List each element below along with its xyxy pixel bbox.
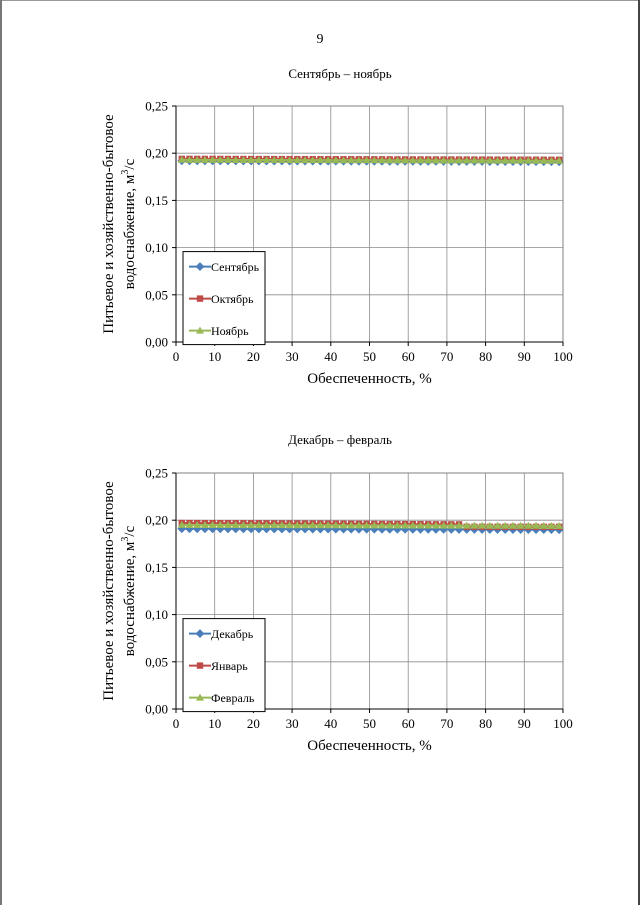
y-tick-label: 0,10 bbox=[145, 240, 168, 256]
x-tick-label: 100 bbox=[553, 349, 573, 364]
x-tick-label: 20 bbox=[246, 349, 260, 364]
x-tick-label: 100 bbox=[553, 716, 573, 731]
y-axis-title-line1: Питьевое и хозяйственно-бытовое bbox=[101, 481, 117, 701]
y-tick-label: 0,20 bbox=[145, 145, 168, 161]
x-tick-label: 40 bbox=[324, 349, 338, 364]
y-tick-label: 0,15 bbox=[145, 192, 168, 208]
x-tick-label: 10 bbox=[208, 716, 222, 731]
x-tick-label: 20 bbox=[246, 716, 260, 731]
y-axis-title-superscript: 3 bbox=[120, 169, 131, 175]
y-tick-label: 0,25 bbox=[145, 98, 168, 114]
x-tick-label: 70 bbox=[440, 349, 454, 364]
y-axis-title-tail: /с bbox=[122, 158, 138, 170]
x-axis-title: Обеспеченность, % bbox=[307, 371, 432, 387]
y-axis-title-line2 bbox=[120, 525, 138, 656]
x-tick-label: 90 bbox=[517, 349, 531, 364]
legend-label: Декабрь bbox=[211, 627, 254, 642]
legend-marker bbox=[197, 662, 203, 668]
y-tick-label: 0,00 bbox=[145, 701, 168, 717]
x-tick-label: 50 bbox=[363, 349, 376, 364]
x-tick-label: 80 bbox=[479, 349, 493, 364]
y-tick-label: 0,15 bbox=[145, 559, 168, 575]
legend bbox=[183, 252, 265, 345]
x-tick-label: 30 bbox=[285, 349, 299, 364]
y-axis-title-superscript: 3 bbox=[120, 536, 131, 542]
legend-label: Ноябрь bbox=[211, 324, 249, 339]
legend-label: Октябрь bbox=[211, 292, 254, 307]
x-tick-label: 60 bbox=[401, 349, 415, 364]
y-axis-title-base: водоснабжение, м bbox=[122, 541, 138, 657]
y-tick-label: 0,25 bbox=[145, 465, 168, 481]
y-axis-title-tail: /с bbox=[122, 525, 138, 537]
chart-title-dec-feb: Декабрь – февраль bbox=[288, 432, 392, 447]
legend-label: Январь bbox=[211, 659, 248, 674]
x-tick-label: 0 bbox=[172, 349, 180, 364]
y-tick-label: 0,00 bbox=[145, 334, 168, 350]
legend-marker bbox=[197, 295, 203, 301]
x-tick-label: 0 bbox=[172, 716, 180, 731]
x-tick-label: 80 bbox=[479, 716, 493, 731]
y-axis-title-line1: Питьевое и хозяйственно-бытовое bbox=[101, 114, 117, 334]
page-number: 9 bbox=[316, 32, 324, 47]
y-tick-label: 0,10 bbox=[145, 607, 168, 623]
chart-title-sep-nov: Сентябрь – ноябрь bbox=[288, 66, 392, 81]
chart-sep-nov bbox=[0, 88, 640, 388]
series-line bbox=[182, 160, 559, 161]
legend bbox=[183, 619, 265, 712]
legend-label: Февраль bbox=[211, 691, 255, 706]
y-tick-label: 0,05 bbox=[145, 654, 168, 670]
x-tick-label: 70 bbox=[440, 716, 454, 731]
y-axis-title-base: водоснабжение, м bbox=[122, 174, 138, 290]
y-tick-label: 0,20 bbox=[145, 512, 168, 528]
x-tick-label: 10 bbox=[208, 349, 222, 364]
x-axis-title: Обеспеченность, % bbox=[307, 738, 432, 754]
chart-dec-feb bbox=[0, 455, 640, 755]
y-axis-title-line2 bbox=[120, 158, 138, 289]
x-tick-label: 30 bbox=[285, 716, 299, 731]
series-line bbox=[182, 525, 559, 526]
x-tick-label: 90 bbox=[517, 716, 531, 731]
legend-label: Сентябрь bbox=[211, 260, 260, 275]
x-tick-label: 40 bbox=[324, 716, 338, 731]
x-tick-label: 50 bbox=[363, 716, 376, 731]
x-tick-label: 60 bbox=[401, 716, 415, 731]
y-tick-label: 0,05 bbox=[145, 287, 168, 303]
scan-edge-top bbox=[0, 0, 640, 1]
